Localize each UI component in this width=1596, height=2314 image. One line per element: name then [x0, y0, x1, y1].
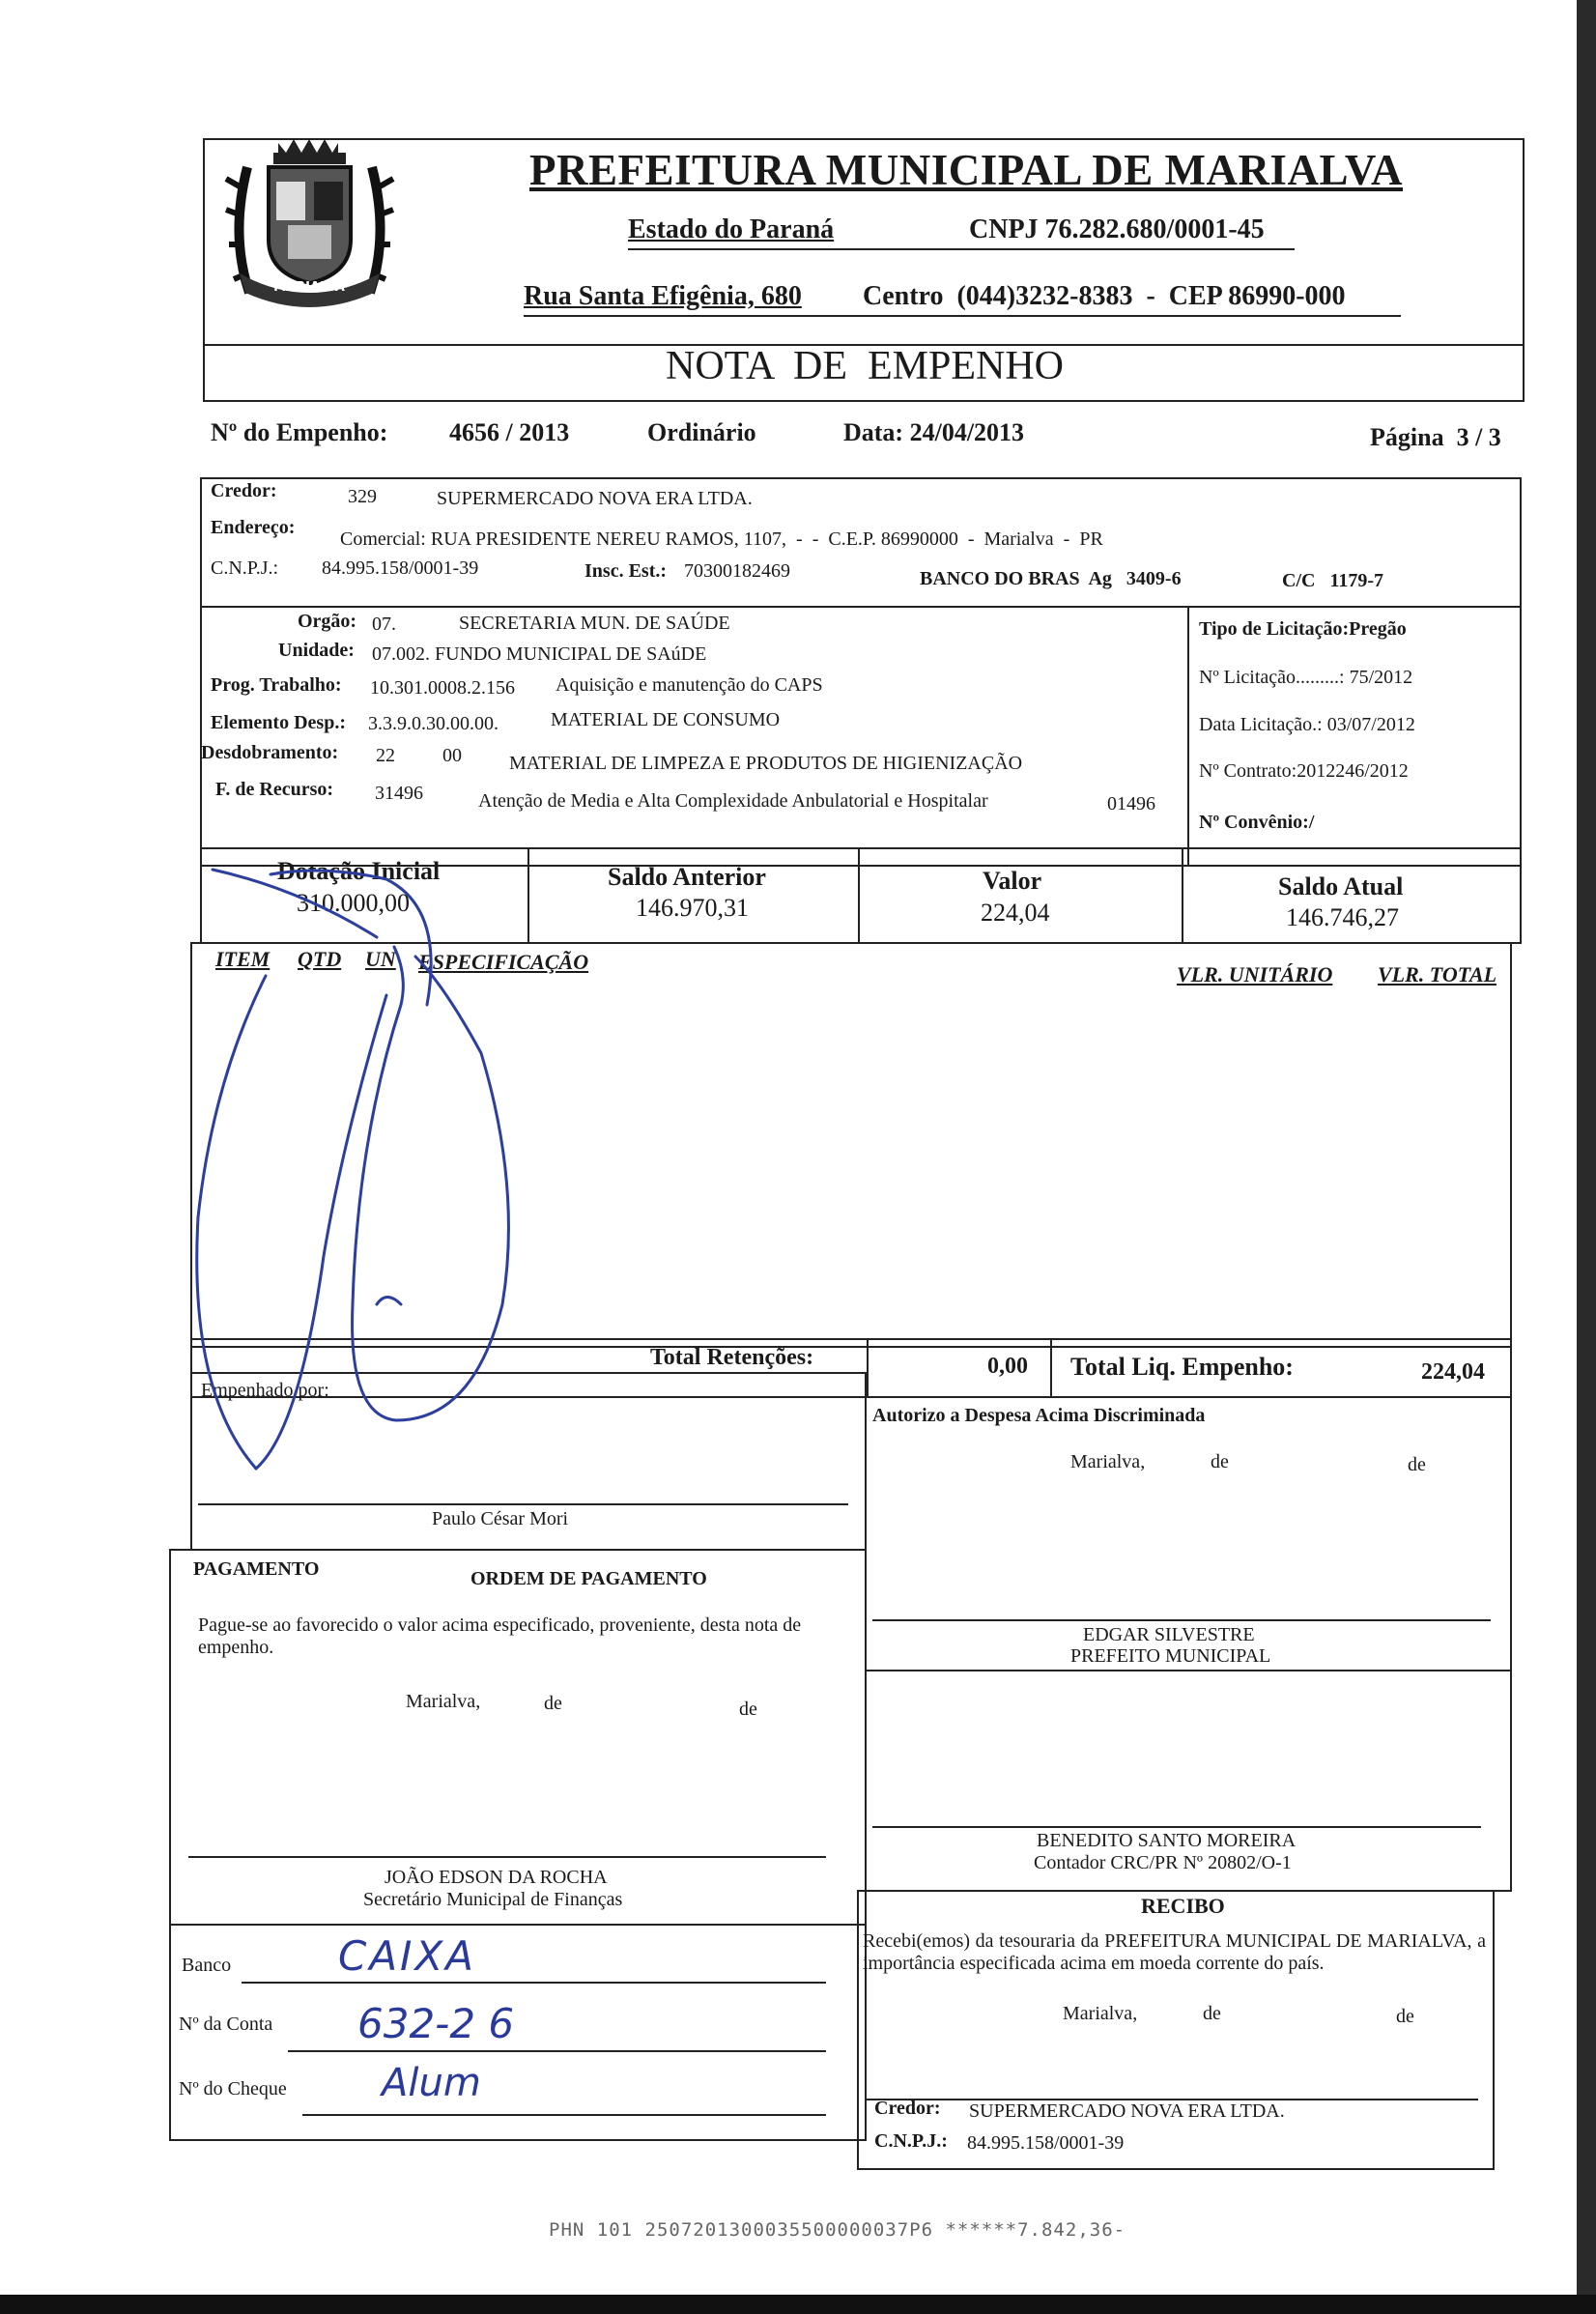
recibo-credor-name: SUPERMERCADO NOVA ERA LTDA.	[969, 2100, 1285, 2122]
retencoes-value: 0,00	[987, 1354, 1028, 1379]
empenhado-signature-line	[198, 1503, 848, 1505]
valor-value: 224,04	[981, 899, 1050, 927]
empenho-type: Ordinário	[647, 418, 756, 446]
page-bottom-shadow	[0, 2295, 1596, 2314]
col-item: ITEM	[215, 947, 271, 971]
licitacao-convenio: Nº Convênio:/	[1199, 812, 1315, 833]
valor-label: Valor	[983, 867, 1042, 895]
empenho-number-label: Nº do Empenho:	[211, 418, 388, 446]
cheque-label: Nº do Cheque	[179, 2078, 287, 2100]
col-especificacao: ESPECIFICAÇÃO	[418, 950, 589, 974]
prefeito-name: EDGAR SILVESTRE	[1083, 1624, 1255, 1645]
recibo-text: Recebi(emos) da tesouraria da PREFEITURA MUNICIPAL DE MARIALVA, a importância especificada acima em moeda corrente do país.	[863, 1930, 1486, 1974]
liquido-value: 224,04	[1421, 1359, 1485, 1385]
licitacao-tipo: Tipo de Licitação:Pregão	[1199, 618, 1407, 640]
page-edge-shadow	[1577, 0, 1596, 2314]
col-qtd: QTD	[298, 947, 342, 971]
recibo-de1: de	[1203, 2003, 1221, 2024]
pagamento-city: Marialva,	[406, 1691, 481, 1712]
pagamento-title: PAGAMENTO	[193, 1558, 320, 1580]
col-vlr-total: VLR. TOTAL	[1378, 962, 1497, 986]
banco-handwritten: CAIXA	[338, 1932, 476, 1980]
contador-role: Contador CRC/PR Nº 20802/O-1	[1034, 1852, 1292, 1873]
desdobramento-name: MATERIAL DE LIMPEZA E PRODUTOS DE HIGIENIZAÇÃO	[509, 753, 1023, 774]
credor-bank: BANCO DO BRAS Ag 3409-6	[920, 568, 1182, 589]
bank-box	[169, 1924, 867, 2141]
elemento-label: Elemento Desp.:	[211, 712, 346, 733]
recibo-credor-label: Credor:	[874, 2098, 941, 2119]
saldo-anterior-value: 146.970,31	[636, 894, 749, 922]
desdobramento-a: 22	[376, 745, 395, 766]
credor-account: C/C 1179-7	[1282, 570, 1383, 591]
empenho-number: 4656 / 2013	[449, 418, 570, 446]
unidade-label: Unidade:	[278, 640, 355, 661]
address-label: Endereço:	[211, 517, 296, 538]
handwritten-loop-signature-icon	[155, 850, 560, 1478]
empenhado-name: Paulo César Mori	[432, 1508, 569, 1529]
saldo-atual-value: 146.746,27	[1286, 903, 1399, 931]
banco-label: Banco	[182, 1955, 232, 1976]
totals-divider-1	[867, 1338, 869, 1398]
prog-label: Prog. Trabalho:	[211, 674, 342, 696]
recurso-code: 31496	[375, 783, 423, 804]
recibo-title: RECIBO	[1141, 1894, 1225, 1918]
pagamento-de1: de	[544, 1693, 562, 1714]
recurso-name: Atenção de Media e Alta Complexidade Anbulatorial e Hospitalar	[478, 790, 988, 812]
recurso-code2: 01496	[1107, 793, 1155, 814]
page-number: Página 3 / 3	[1370, 423, 1501, 451]
totals-divider-2	[1050, 1338, 1052, 1398]
pagamento-de2: de	[739, 1699, 757, 1720]
document-title: NOTA DE EMPENHO	[666, 344, 1064, 388]
prog-code: 10.301.0008.2.156	[370, 677, 515, 699]
pagamento-text: Pague-se ao favorecido o valor acima especificado, proveniente, desta nota de empenho.	[198, 1614, 802, 1658]
licitacao-contrato: Nº Contrato:2012246/2012	[1199, 760, 1409, 782]
financas-name: JOÃO EDSON DA ROCHA	[385, 1867, 608, 1888]
contador-signature-line	[872, 1826, 1481, 1828]
autorizo-city: Marialva,	[1070, 1451, 1146, 1472]
prefeito-signature-line	[872, 1619, 1491, 1621]
state-underline	[628, 248, 1295, 250]
empenhado-label: Empenhado por:	[201, 1380, 329, 1401]
prog-name: Aquisição e manutenção do CAPS	[556, 674, 823, 696]
header-contact: Centro (044)3232-8383 - CEP 86990-000	[863, 281, 1346, 311]
financas-signature-line	[188, 1856, 826, 1858]
saldo-anterior-label: Saldo Anterior	[608, 863, 766, 891]
elemento-code: 3.3.9.0.30.00.00.	[368, 713, 499, 734]
autorizo-title: Autorizo a Despesa Acima Discriminada	[872, 1405, 1206, 1426]
page-title: PREFEITURA MUNICIPAL DE MARIALVA	[529, 146, 1404, 194]
cnpj-label: C.N.P.J.:	[211, 557, 279, 579]
footer-code: PHN 101 2507201300035500000037P6 ******7.842,36-	[549, 2219, 1126, 2241]
conta-label: Nº da Conta	[179, 2014, 273, 2035]
dotacao-value: 310.000,00	[297, 889, 410, 917]
recurso-label: F. de Recurso:	[215, 779, 334, 800]
address-underline	[524, 315, 1401, 317]
credor-cnpj: 84.995.158/0001-39	[322, 557, 479, 579]
autorizo-de2: de	[1408, 1454, 1426, 1475]
header-street: Rua Santa Efigênia, 680	[524, 281, 802, 311]
dotacao-label: Dotação Inicial	[277, 857, 441, 885]
licitacao-numero: Nº Licitação.........: 75/2012	[1199, 667, 1413, 688]
conta-handwritten: 632-2 6	[357, 2000, 515, 2047]
orgao-label: Orgão:	[298, 611, 357, 632]
credor-name: SUPERMERCADO NOVA ERA LTDA.	[437, 488, 753, 509]
values-divider-2	[858, 847, 860, 944]
orgao-code: 07.	[372, 614, 396, 635]
orgao-name: SECRETARIA MUN. DE SAÚDE	[459, 613, 730, 634]
col-vlr-unitario: VLR. UNITÁRIO	[1177, 962, 1333, 986]
autorizo-de1: de	[1211, 1451, 1229, 1472]
banco-line	[242, 1982, 826, 1984]
elemento-name: MATERIAL DE CONSUMO	[551, 709, 781, 730]
unidade-value: 07.002. FUNDO MUNICIPAL DE SAúDE	[372, 643, 707, 665]
credor-insc: 70300182469	[684, 560, 790, 582]
recibo-cnpj-label: C.N.P.J.:	[874, 2130, 948, 2152]
contador-name: BENEDITO SANTO MOREIRA	[1037, 1830, 1297, 1851]
saldo-atual-label: Saldo Atual	[1278, 872, 1404, 900]
municipal-crest-icon	[220, 129, 399, 307]
recibo-city: Marialva,	[1063, 2003, 1138, 2024]
conta-line	[288, 2050, 826, 2052]
empenho-date: Data: 24/04/2013	[843, 418, 1025, 446]
prefeito-role: PREFEITO MUNICIPAL	[1070, 1645, 1271, 1667]
header-cnpj: CNPJ 76.282.680/0001-45	[969, 214, 1265, 244]
liquido-label: Total Liq. Empenho:	[1070, 1353, 1294, 1381]
desdobramento-label: Desdobramento:	[201, 742, 339, 763]
financas-role: Secretário Municipal de Finanças	[363, 1889, 623, 1910]
recibo-cnpj: 84.995.158/0001-39	[967, 2132, 1125, 2154]
crest-motto: MARIALVA	[273, 280, 345, 295]
licitacao-divider	[1187, 606, 1189, 867]
values-divider-3	[1182, 847, 1183, 944]
retencoes-label: Total Retenções:	[650, 1345, 814, 1370]
licitacao-data: Data Licitação.: 03/07/2012	[1199, 714, 1415, 735]
state-name: Estado do Paraná	[628, 214, 835, 244]
insc-label: Insc. Est.:	[584, 560, 668, 582]
credor-label: Credor:	[211, 480, 277, 501]
ordem-title: ORDEM DE PAGAMENTO	[470, 1568, 707, 1589]
desdobramento-b: 00	[442, 745, 462, 766]
recibo-de2: de	[1396, 2006, 1414, 2027]
credor-address: Comercial: RUA PRESIDENTE NEREU RAMOS, 1107, - - C.E.P. 86990000 - Marialva - PR	[340, 529, 1103, 550]
credor-code: 329	[348, 486, 377, 507]
cheque-line	[302, 2114, 826, 2116]
col-un: UN	[365, 947, 396, 971]
cheque-handwritten: Alum	[382, 2061, 481, 2105]
